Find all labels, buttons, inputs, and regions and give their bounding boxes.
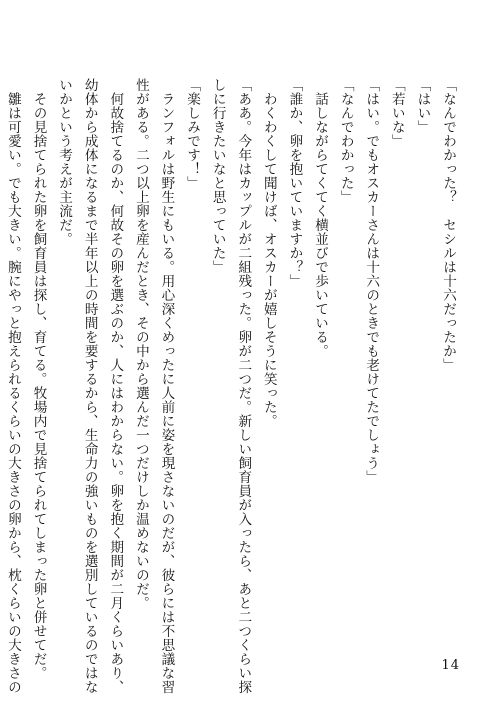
text-line: いかという考えが主流だ。 [56,78,73,246]
text-line: 「はい。でもオスカーさんは十六のときでも老けてたでしょう」 [363,78,380,484]
page-number: 14 [441,658,460,673]
text-line: わくわくして聞けば、オスカーが嬉しそうに笑った。 [260,78,277,428]
text-line: 「なんでわかった」 [337,78,354,204]
text-line: 「誰か、卵を抱いていますか？」 [286,78,303,288]
text-line: 幼体から成体になるまで半年以上の時間を要するから、生命力の強いものを選別しているのではな [81,78,98,694]
text-line: 「はい」 [414,78,431,134]
text-line: 「ああ。今年はカップルが二組残った。卵が二つだ。新しい飼育員が入ったら、あと二つくらい探 [235,78,252,694]
text-line: 雛は可愛い。でも大きい。腕にやっと抱えられるくらいの大きさの卵から、枕くらいの大きさの [4,78,21,694]
text-line: 何故捨てるのか、何故その卵を選ぶのか、人にはわからない。卵を抱く期間が二月くらいあり、 [107,78,124,694]
text-line: 話しながらてくてく横並びで歩いている。 [312,78,329,358]
text-line: 「楽しみです！」 [184,78,201,190]
text-line: ランフォルは野生にもいる。用心深くめったに人前に姿を現さないのだが、彼らには不思議な習 [158,78,175,694]
text-line: その見捨てられた卵を飼育員は探し、育てる。牧場内で見捨てられてしまった卵と併せてだ。 [30,78,47,680]
text-line: 「若いな」 [388,78,405,148]
text-line: 「なんでわかった？ セシルは十六だったか」 [440,78,456,372]
text-line: 性がある。二つ以上卵を産んだとき、その中から選んだ一つだけしか温めないのだ。 [132,78,149,610]
text-line: しに行きたいなと思っていた」 [209,78,226,274]
